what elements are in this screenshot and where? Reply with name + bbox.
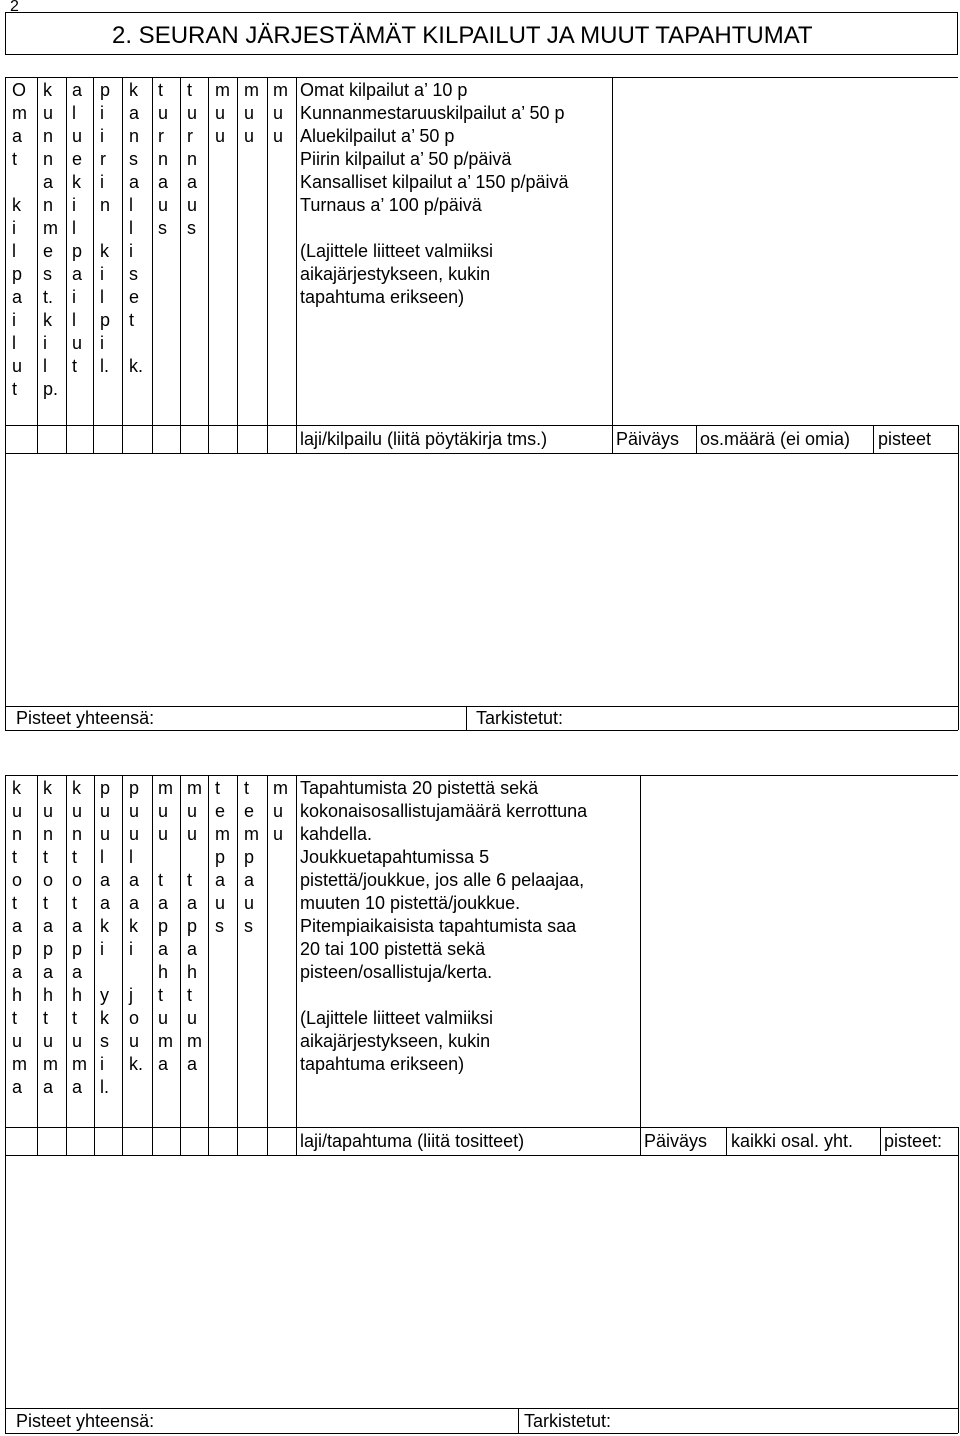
category-label-vertical — [72, 777, 87, 1099]
grid-line — [93, 77, 94, 453]
grid-line — [267, 775, 268, 1155]
vertical-letter: p — [12, 264, 23, 284]
scoring-rules: Tapahtumista 20 pistettä sekä kokonaisosallistujamäärä kerrottuna kahdella. Joukkuetapahtumissa 5 pistettä/joukkue, jos alle 6 pelaajaa, muuten 10 pistettä/joukkue. Pitempiaikaisista tapahtumista saa 20 tai 100 pistettä sekä pisteen/osallistuja/kerta. (Lajittele liitteet valmiiksi aikajärjestykseen, kukin tapahtuma erikseen) — [300, 778, 588, 1074]
category-label-vertical — [244, 79, 259, 148]
vertical-letter: u — [72, 333, 83, 353]
vertical-letter: m — [273, 778, 288, 798]
vertical-letter: u — [215, 103, 226, 123]
grid-line — [5, 425, 958, 426]
vertical-letter: a — [215, 870, 226, 890]
vertical-letter: i — [129, 241, 133, 261]
vertical-letter: t — [43, 847, 49, 867]
vertical-letter: k — [43, 310, 52, 330]
vertical-letter: t — [43, 893, 49, 913]
vertical-letter — [12, 171, 27, 194]
grid-line — [5, 775, 6, 1433]
category-label-vertical — [215, 79, 230, 148]
vertical-letter: i — [12, 218, 16, 238]
vertical-letter: p — [244, 847, 255, 867]
vertical-letter: u — [100, 824, 111, 844]
vertical-letter: u — [72, 801, 83, 821]
grid-line — [37, 77, 38, 453]
grid-line — [5, 1433, 958, 1434]
vertical-letter: n — [12, 824, 23, 844]
vertical-letter: i — [100, 172, 104, 192]
category-label-vertical — [187, 79, 197, 240]
vertical-letter: p — [100, 80, 111, 100]
vertical-letter: m — [244, 824, 259, 844]
vertical-letter: k — [72, 778, 81, 798]
grid-line — [180, 77, 181, 453]
vertical-letter: e — [215, 801, 226, 821]
vertical-letter: p — [12, 939, 23, 959]
vertical-letter: a — [72, 916, 83, 936]
header-participants: kaikki osal. yht. — [731, 1131, 854, 1151]
vertical-letter: i — [100, 333, 104, 353]
vertical-letter: l — [12, 333, 16, 353]
vertical-letter: n — [43, 195, 54, 215]
vertical-letter: k. — [129, 356, 144, 376]
vertical-letter: t — [187, 870, 193, 890]
vertical-letter: i — [100, 126, 104, 146]
vertical-letter: a — [43, 962, 54, 982]
vertical-letter: l — [43, 356, 47, 376]
vertical-letter: n — [129, 126, 140, 146]
vertical-letter: a — [72, 264, 83, 284]
vertical-letter: l — [72, 310, 76, 330]
vertical-letter: t — [12, 893, 18, 913]
vertical-letter: k — [72, 172, 81, 192]
vertical-letter: m — [43, 218, 58, 238]
vertical-letter: l — [72, 103, 76, 123]
vertical-letter: t — [187, 80, 193, 100]
vertical-letter: t — [43, 1008, 49, 1028]
vertical-letter: a — [158, 172, 169, 192]
vertical-letter: u — [12, 801, 23, 821]
vertical-letter: n — [187, 149, 198, 169]
vertical-letter: t — [72, 893, 78, 913]
grid-line — [5, 1408, 958, 1409]
grid-line — [66, 775, 67, 1155]
category-label-vertical — [215, 777, 230, 938]
vertical-letter: u — [187, 103, 198, 123]
total-points-label: Pisteet yhteensä: — [16, 1411, 155, 1431]
header-event: laji/kilpailu (liitä pöytäkirja tms.) — [300, 429, 548, 449]
header-participants: os.määrä (ei omia) — [700, 429, 851, 449]
vertical-letter: u — [43, 103, 54, 123]
vertical-letter: a — [72, 1077, 83, 1097]
vertical-letter: a — [129, 870, 140, 890]
vertical-letter: k — [12, 195, 21, 215]
vertical-letter: s — [129, 149, 138, 169]
vertical-letter: a — [100, 870, 111, 890]
vertical-letter: k — [43, 80, 52, 100]
category-label-vertical — [12, 777, 27, 1099]
category-label-vertical — [12, 79, 27, 401]
vertical-letter: p — [158, 916, 169, 936]
vertical-letter: u — [158, 824, 169, 844]
vertical-letter: t — [187, 985, 193, 1005]
vertical-letter: t — [158, 870, 164, 890]
grid-line — [873, 425, 874, 453]
vertical-letter: y — [100, 985, 109, 1005]
grid-line — [296, 77, 297, 453]
grid-line — [94, 775, 95, 1155]
category-label-vertical — [43, 777, 58, 1099]
vertical-letter: a — [12, 1077, 23, 1097]
vertical-letter: u — [12, 356, 23, 376]
grid-line — [5, 730, 958, 731]
vertical-letter: o — [72, 870, 83, 890]
vertical-letter: t — [158, 80, 164, 100]
vertical-letter: u — [72, 1031, 83, 1051]
vertical-letter: n — [158, 149, 169, 169]
vertical-letter: i — [72, 287, 76, 307]
vertical-letter: u — [12, 1031, 23, 1051]
vertical-letter: p — [100, 778, 111, 798]
vertical-letter: t — [12, 149, 18, 169]
vertical-letter: k — [100, 916, 109, 936]
category-label-vertical — [129, 79, 143, 378]
vertical-letter: a — [72, 962, 83, 982]
header-points: pisteet: — [884, 1131, 943, 1151]
vertical-letter: a — [187, 172, 198, 192]
vertical-letter: a — [129, 103, 140, 123]
total-points-label: Pisteet yhteensä: — [16, 708, 155, 728]
vertical-letter: e — [43, 241, 54, 261]
grid-line — [5, 1155, 958, 1156]
vertical-letter: n — [43, 824, 54, 844]
vertical-letter: m — [187, 1031, 202, 1051]
vertical-letter: m — [158, 1031, 173, 1051]
page-title: 2. SEURAN JÄRJESTÄMÄT KILPAILUT JA MUUT TAPAHTUMAT — [112, 22, 813, 49]
grid-line — [5, 453, 958, 454]
vertical-letter: u — [215, 893, 226, 913]
vertical-letter: a — [43, 916, 54, 936]
vertical-letter: t — [12, 1008, 18, 1028]
vertical-letter: l — [12, 241, 16, 261]
vertical-letter: u — [72, 126, 83, 146]
vertical-letter: u — [43, 801, 54, 821]
vertical-letter: h — [158, 962, 169, 982]
vertical-letter: u — [43, 1031, 54, 1051]
vertical-letter: a — [244, 870, 255, 890]
vertical-letter: s — [129, 264, 138, 284]
header-date: Päiväys — [644, 1131, 708, 1151]
grid-line — [640, 775, 641, 1155]
grid-line — [612, 77, 613, 453]
grid-line — [180, 775, 181, 1155]
vertical-letter: l. — [100, 1077, 109, 1097]
category-label-vertical — [187, 777, 202, 1076]
grid-line — [880, 1127, 881, 1155]
vertical-letter: r — [100, 149, 106, 169]
vertical-letter: k — [43, 778, 52, 798]
vertical-letter: h — [187, 962, 198, 982]
vertical-letter: a — [158, 1054, 169, 1074]
vertical-letter: h — [12, 985, 23, 1005]
vertical-letter: t — [129, 310, 135, 330]
vertical-letter: i — [72, 195, 76, 215]
vertical-letter: u — [244, 126, 255, 146]
grid-line — [237, 77, 238, 453]
vertical-letter: O — [12, 80, 27, 100]
header-points: pisteet — [878, 429, 932, 449]
grid-line — [296, 775, 297, 1155]
vertical-letter: l — [100, 287, 104, 307]
grid-line — [5, 77, 6, 730]
vertical-letter: m — [187, 778, 202, 798]
vertical-letter: n — [72, 824, 83, 844]
vertical-letter: a — [12, 287, 23, 307]
vertical-letter: n — [43, 149, 54, 169]
vertical-letter: l — [72, 218, 76, 238]
vertical-letter: a — [158, 939, 169, 959]
grid-line — [5, 1127, 958, 1128]
grid-line — [152, 77, 153, 453]
header-event: laji/tapahtuma (liitä tositteet) — [300, 1131, 525, 1151]
vertical-letter: u — [244, 893, 255, 913]
grid-line — [152, 775, 153, 1155]
vertical-letter: j — [129, 985, 133, 1005]
vertical-letter: t — [72, 847, 78, 867]
vertical-letter: u — [129, 1031, 140, 1051]
vertical-letter: a — [43, 1077, 54, 1097]
grid-line — [726, 1127, 727, 1155]
category-label-vertical — [273, 777, 288, 846]
category-label-vertical — [244, 777, 259, 938]
vertical-letter: a — [12, 916, 23, 936]
vertical-letter: t — [12, 379, 18, 399]
vertical-letter: n — [43, 126, 54, 146]
vertical-letter — [100, 961, 110, 984]
vertical-letter: i — [100, 1054, 104, 1074]
vertical-letter: m — [244, 80, 259, 100]
vertical-letter: l. — [100, 356, 109, 376]
vertical-letter: t — [215, 778, 221, 798]
vertical-letter: u — [187, 801, 198, 821]
vertical-letter — [129, 332, 143, 355]
grid-line — [958, 425, 959, 730]
vertical-letter: p — [187, 916, 198, 936]
vertical-letter: m — [12, 103, 27, 123]
vertical-letter: p — [72, 241, 83, 261]
vertical-letter — [100, 217, 110, 240]
grid-line — [5, 77, 958, 78]
vertical-letter: m — [273, 80, 288, 100]
category-label-vertical — [100, 777, 110, 1099]
vertical-letter: r — [187, 126, 193, 146]
vertical-letter: p — [72, 939, 83, 959]
category-label-vertical — [129, 777, 143, 1076]
vertical-letter: s — [158, 218, 167, 238]
grid-line — [122, 775, 123, 1155]
category-label-vertical — [43, 79, 58, 401]
vertical-letter: i — [100, 939, 104, 959]
vertical-letter: u — [158, 801, 169, 821]
header-date: Päiväys — [616, 429, 680, 449]
category-label-vertical — [158, 777, 173, 1076]
vertical-letter: e — [72, 149, 83, 169]
vertical-letter: s — [100, 1031, 109, 1051]
vertical-letter: u — [158, 1008, 169, 1028]
vertical-letter: m — [12, 1054, 27, 1074]
vertical-letter: o — [43, 870, 54, 890]
vertical-letter: a — [158, 893, 169, 913]
vertical-letter: k — [100, 241, 109, 261]
vertical-letter: u — [187, 824, 198, 844]
vertical-letter: t — [72, 1008, 78, 1028]
vertical-letter: s — [43, 264, 52, 284]
page-number: 2 — [10, 0, 19, 15]
vertical-letter: t — [72, 356, 78, 376]
vertical-letter: i — [12, 310, 16, 330]
vertical-letter: l — [100, 847, 104, 867]
vertical-letter: u — [158, 103, 169, 123]
grid-line — [37, 775, 38, 1155]
vertical-letter: i — [129, 939, 133, 959]
vertical-letter: k — [129, 80, 138, 100]
grid-line — [958, 1127, 959, 1433]
vertical-letter: a — [187, 939, 198, 959]
vertical-letter: m — [43, 1054, 58, 1074]
vertical-letter: t — [158, 985, 164, 1005]
vertical-letter: a — [187, 893, 198, 913]
vertical-letter: k — [100, 1008, 109, 1028]
vertical-letter — [129, 961, 143, 984]
vertical-letter: k. — [129, 1054, 144, 1074]
vertical-letter: e — [129, 287, 140, 307]
vertical-letter: u — [100, 801, 111, 821]
grid-line — [237, 775, 238, 1155]
vertical-letter: a — [129, 893, 140, 913]
vertical-letter: i — [43, 333, 47, 353]
vertical-letter: r — [158, 126, 164, 146]
vertical-letter: u — [273, 824, 284, 844]
vertical-letter: u — [273, 103, 284, 123]
category-label-vertical — [158, 79, 168, 240]
vertical-letter: m — [158, 778, 173, 798]
vertical-letter: u — [129, 824, 140, 844]
vertical-letter: s — [187, 218, 196, 238]
vertical-letter: p — [43, 939, 54, 959]
vertical-letter: u — [244, 103, 255, 123]
vertical-letter: a — [100, 893, 111, 913]
vertical-letter: i — [100, 264, 104, 284]
vertical-letter: m — [215, 824, 230, 844]
grid-line — [466, 706, 467, 730]
vertical-letter: u — [273, 801, 284, 821]
vertical-letter: t. — [43, 287, 54, 307]
scoring-rules: Omat kilpailut a’ 10 p Kunnanmestaruuskilpailut a’ 50 p Aluekilpailut a’ 50 p Piirin kilpailut a’ 50 p/päivä Kansalliset kilpailut a’ 150 p/päivä Turnaus a’ 100 p/päivä (Lajittele liitteet valmiiksi aikajärjestykseen, kukin tapahtuma erikseen) — [300, 80, 569, 307]
vertical-letter: k — [12, 778, 21, 798]
vertical-letter: p — [215, 847, 226, 867]
vertical-letter: t — [12, 847, 18, 867]
grid-line — [696, 425, 697, 453]
vertical-letter: u — [158, 195, 169, 215]
vertical-letter: l — [129, 218, 133, 238]
vertical-letter: o — [12, 870, 23, 890]
grid-line — [5, 775, 958, 776]
vertical-letter: a — [43, 172, 54, 192]
vertical-letter: o — [129, 1008, 140, 1028]
vertical-letter: a — [187, 1054, 198, 1074]
vertical-letter: h — [43, 985, 54, 1005]
vertical-letter: u — [187, 195, 198, 215]
category-label-vertical — [100, 79, 110, 378]
vertical-letter: m — [72, 1054, 87, 1074]
vertical-letter: e — [244, 801, 255, 821]
grid-line — [208, 775, 209, 1155]
category-label-vertical — [273, 79, 288, 148]
vertical-letter: a — [12, 962, 23, 982]
vertical-letter: s — [215, 916, 224, 936]
grid-line — [66, 77, 67, 453]
vertical-letter: l — [129, 195, 133, 215]
vertical-letter: u — [129, 801, 140, 821]
vertical-letter: h — [72, 985, 83, 1005]
vertical-letter — [187, 846, 202, 869]
vertical-letter: m — [215, 80, 230, 100]
vertical-letter: u — [215, 126, 226, 146]
vertical-letter: l — [129, 847, 133, 867]
checked-label: Tarkistetut: — [476, 708, 564, 728]
vertical-letter: p. — [43, 379, 59, 399]
vertical-letter: u — [187, 1008, 198, 1028]
grid-line — [267, 77, 268, 453]
vertical-letter: n — [100, 195, 111, 215]
grid-line — [208, 77, 209, 453]
vertical-letter: p — [100, 310, 111, 330]
vertical-letter: a — [72, 80, 83, 100]
vertical-letter: a — [12, 126, 23, 146]
vertical-letter: u — [273, 126, 284, 146]
vertical-letter: p — [129, 778, 140, 798]
vertical-letter: t — [244, 778, 250, 798]
vertical-letter: k — [129, 916, 138, 936]
grid-line — [122, 77, 123, 453]
vertical-letter: a — [129, 172, 140, 192]
vertical-letter — [158, 846, 173, 869]
category-label-vertical — [72, 79, 82, 378]
checked-label: Tarkistetut: — [524, 1411, 612, 1431]
vertical-letter: i — [100, 103, 104, 123]
vertical-letter: s — [244, 916, 253, 936]
grid-line — [518, 1408, 519, 1433]
